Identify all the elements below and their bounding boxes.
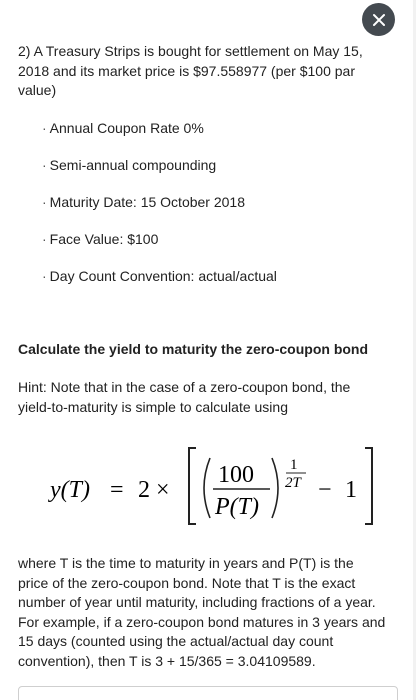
close-icon (372, 13, 386, 27)
left-paren (204, 458, 210, 518)
explanation-text: where T is the time to maturity in years and P(T) is the price of the zero-coupon bond. Note that T is the exact number of year until maturity, including fractions of a year. For example, if a zero-coupon bond matures in 3 years and 15 days (counted using the actual/actual day count convention), then T is 3 + 15/365 = 3.04109589. (18, 555, 386, 669)
ytm-formula (48, 442, 388, 532)
task-heading: Calculate the yield to maturity the zero-coupon bond (18, 341, 369, 357)
left-bracket (189, 448, 196, 524)
right-paren (272, 458, 278, 518)
close-button[interactable] (362, 3, 395, 36)
question-text: 2) A Treasury Strips is bought for settlement on May 15, 2018 and its market price is $97.558977 (per $100 par value) (18, 43, 363, 98)
question-details (42, 119, 386, 285)
formula-lhs: y(T) (50, 477, 90, 503)
list-item: · Day Count Convention: actual/actual (42, 267, 277, 284)
formula-one: 1 (345, 477, 357, 503)
exponent-denominator: 2T (285, 475, 301, 491)
exponent-numerator: 1 (290, 457, 298, 473)
list-item: · Maturity Date: 15 October 2018 (42, 193, 245, 210)
formula-factor: 2 (138, 477, 150, 503)
formula-minus: − (318, 477, 332, 503)
right-bracket (365, 448, 372, 524)
formula-denominator: P(T) (215, 494, 259, 520)
formula-times: × (156, 477, 170, 503)
list-item: · Annual Coupon Rate 0% (42, 119, 204, 136)
hint-text: Hint: Note that in the case of a zero-coupon bond, the yield-to-maturity is simple to calculate using (18, 379, 351, 415)
list-item: · Semi-annual compounding (42, 156, 217, 173)
list-item: · Face Value: $100 (42, 230, 159, 247)
formula-numerator: 100 (218, 462, 254, 488)
question-content (18, 42, 386, 669)
answer-input[interactable] (18, 686, 398, 700)
formula-equals: = (110, 477, 124, 503)
